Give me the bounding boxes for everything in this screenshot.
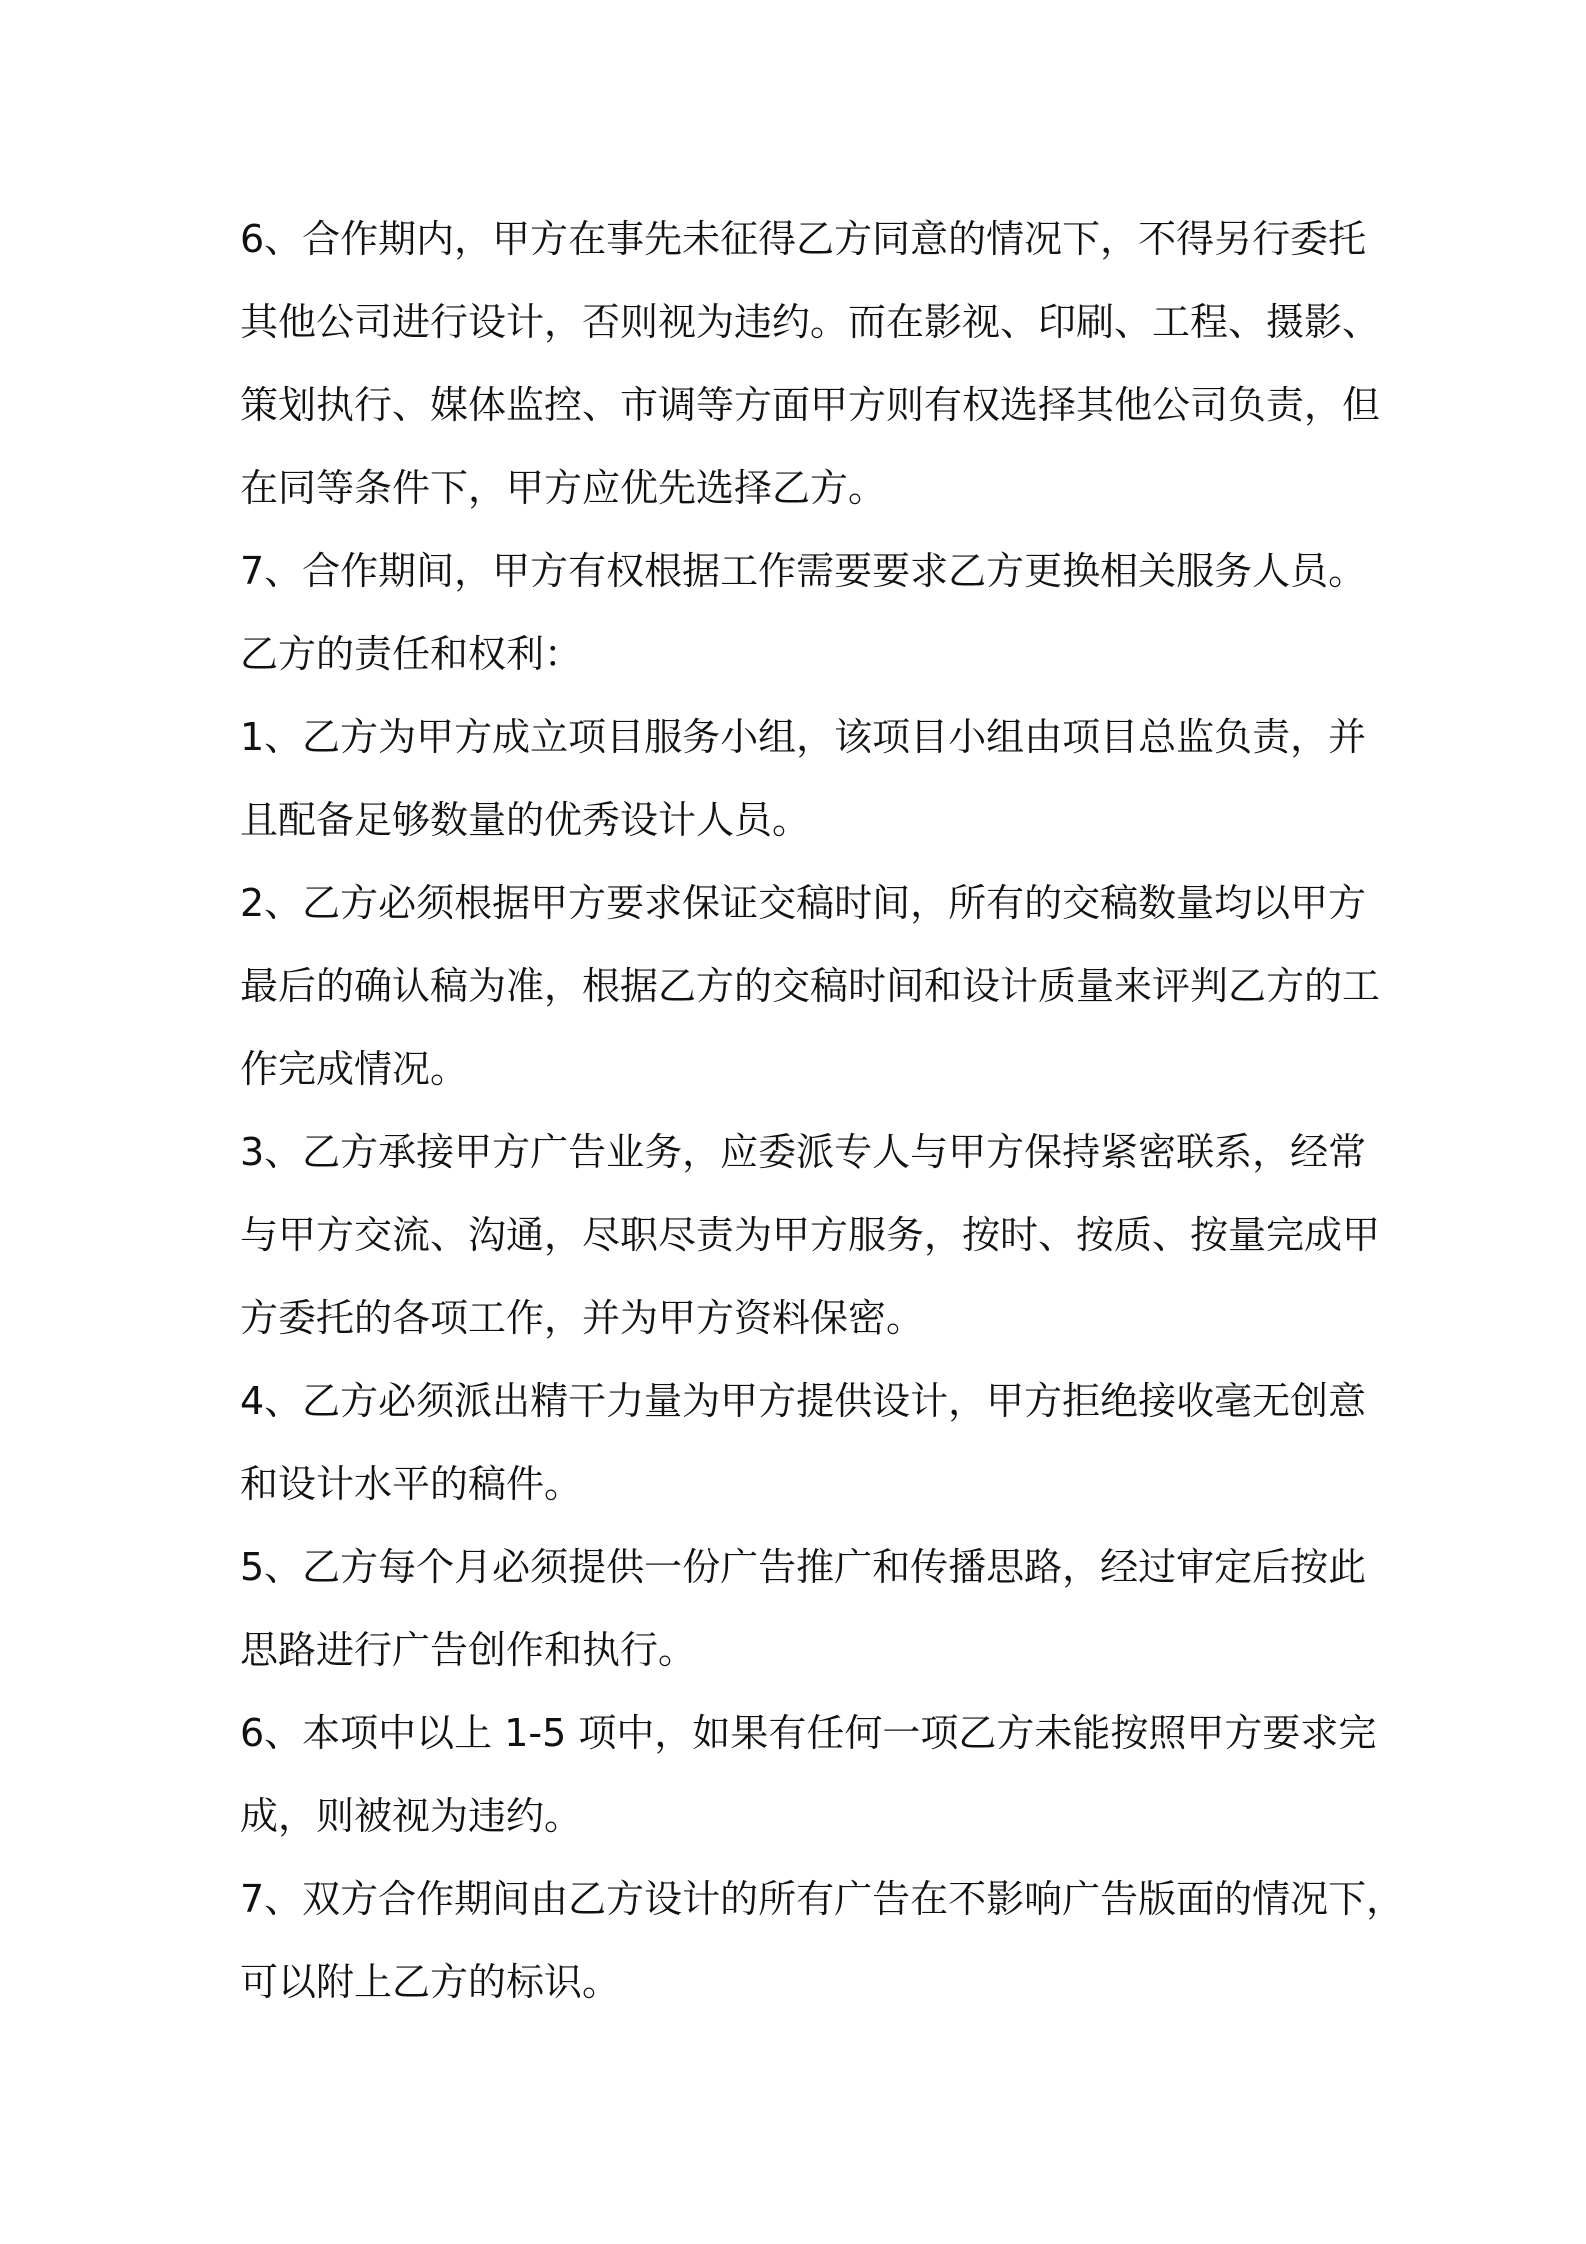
text-line: 6、本项中以上 1-5 项中，如果有任何一项乙方未能按照甲方要求完 (240, 1711, 1377, 1755)
text-line: 策划执行、媒体监控、市调等方面甲方则有权选择其他公司负责，但 (240, 383, 1381, 427)
clause-7-staff-replacement (240, 530, 1367, 613)
text-line: 3、乙方承接甲方广告业务，应委派专人与甲方保持紧密联系，经常 (240, 1130, 1367, 1174)
text-line: 成，则被视为违约。 (240, 1794, 583, 1838)
text-line: 作完成情况。 (240, 1047, 469, 1091)
section-heading: 乙方的责任和权利： (240, 632, 583, 676)
text-line: 思路进行广告创作和执行。 (240, 1628, 697, 1672)
party-b-clause-3 (240, 1111, 1381, 1360)
party-b-clause-4 (240, 1360, 1367, 1526)
text-line: 在同等条件下，甲方应优先选择乙方。 (240, 466, 887, 510)
text-line: 可以附上乙方的标识。 (240, 1960, 621, 2004)
party-b-clause-5 (240, 1526, 1367, 1692)
party-b-clause-6 (240, 1692, 1377, 1858)
document-body (240, 198, 1405, 2024)
text-line: 4、乙方必须派出精干力量为甲方提供设计，甲方拒绝接收毫无创意 (240, 1379, 1367, 1423)
text-line: 最后的确认稿为准，根据乙方的交稿时间和设计质量来评判乙方的工 (240, 964, 1381, 1008)
text-line: 7、合作期间，甲方有权根据工作需要要求乙方更换相关服务人员。 (240, 549, 1367, 593)
party-b-clause-1 (240, 696, 1367, 862)
text-line: 5、乙方每个月必须提供一份广告推广和传播思路，经过审定后按此 (240, 1545, 1367, 1589)
text-line: 与甲方交流、沟通，尽职尽责为甲方服务，按时、按质、按量完成甲 (240, 1213, 1381, 1257)
text-line: 且配备足够数量的优秀设计人员。 (240, 798, 811, 842)
text-line: 2、乙方必须根据甲方要求保证交稿时间，所有的交稿数量均以甲方 (240, 881, 1367, 925)
text-line: 其他公司进行设计，否则视为违约。而在影视、印刷、工程、摄影、 (240, 300, 1381, 344)
party-b-clause-2 (240, 862, 1381, 1111)
text-line: 和设计水平的稿件。 (240, 1462, 583, 1506)
text-line: 1、乙方为甲方成立项目服务小组，该项目小组由项目总监负责，并 (240, 715, 1367, 759)
party-b-clause-7 (240, 1858, 1405, 2024)
clause-6-exclusive-design (240, 198, 1381, 530)
text-line: 方委托的各项工作，并为甲方资料保密。 (240, 1296, 925, 1340)
text-line: 7、双方合作期间由乙方设计的所有广告在不影响广告版面的情况下， (240, 1877, 1405, 1921)
text-line: 6、合作期内，甲方在事先未征得乙方同意的情况下，不得另行委托 (240, 217, 1367, 261)
section-heading-party-b (240, 613, 1360, 696)
